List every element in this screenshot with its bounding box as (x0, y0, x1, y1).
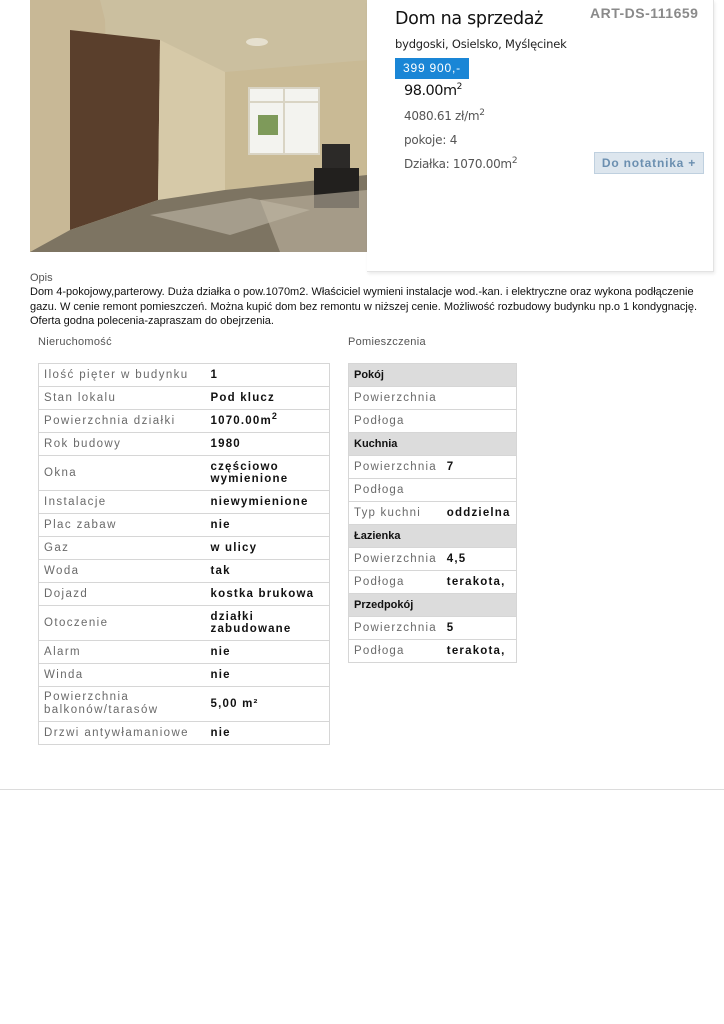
property-key: Dojazd (39, 583, 206, 606)
area-value: 98.00m (404, 83, 457, 99)
room-row (349, 571, 517, 594)
room-value: terakota, (442, 571, 516, 594)
add-to-notebook-button[interactable]: Do notatnika + (594, 152, 704, 174)
room-key: Powierzchnia (349, 617, 442, 640)
property-section-label: Nieruchomość (38, 336, 112, 348)
room-value: terakota, (442, 640, 516, 663)
room-value (442, 387, 516, 410)
property-photo (30, 0, 367, 252)
property-row (39, 641, 330, 664)
room-key: Podłoga (349, 571, 442, 594)
property-key: Okna (39, 456, 206, 491)
room-key: Podłoga (349, 640, 442, 663)
property-details-table (38, 363, 330, 745)
room-key: Powierzchnia (349, 387, 442, 410)
area-unit-sup: 2 (456, 82, 462, 93)
description-label: Opis (30, 272, 53, 284)
room-group-header (349, 594, 517, 617)
property-value: działki zabudowane (206, 606, 330, 641)
room-group-header (349, 433, 517, 456)
plot-size (404, 157, 517, 171)
room-row (349, 502, 517, 525)
plot-size-value: Działka: 1070.00m (404, 157, 512, 171)
room-key: Powierzchnia (349, 456, 442, 479)
rooms-section-label: Pomieszczenia (348, 336, 426, 348)
room-group-header (349, 525, 517, 548)
property-key: Instalacje (39, 491, 206, 514)
page-divider (0, 789, 724, 790)
property-key: Powierzchnia balkonów/tarasów (39, 687, 206, 722)
room-row (349, 456, 517, 479)
plot-area-value: 1070.00m (210, 415, 272, 427)
property-row (39, 387, 330, 410)
description-text: Dom 4-pokojowy,parterowy. Duża działka o pow.1070m2. Właściciel wymieni instalacje wod.-kan. i elektryczne oraz wykona podłączenie gazu. W cenie remont pomieszczeń. Można kupić dom bez remontu w niższej cenie. Możliwość rozbudowy budynku np.o 1 kondygnację. Oferta godna polecenia-zapraszam do obejrzenia. (30, 286, 698, 327)
listing-reference: ART-DS-111659 (590, 5, 699, 21)
room-key: Podłoga (349, 410, 442, 433)
property-row (39, 560, 330, 583)
property-value: tak (206, 560, 330, 583)
property-row (39, 722, 330, 745)
room-key: Powierzchnia (349, 548, 442, 571)
property-row (39, 687, 330, 722)
property-row (39, 514, 330, 537)
room-row (349, 548, 517, 571)
room-name: Przedpokój (349, 594, 517, 617)
price-per-m2 (404, 109, 485, 123)
property-value: 1980 (206, 433, 330, 456)
property-key: Powierzchnia działki (39, 410, 206, 433)
rooms-table (348, 363, 517, 663)
room-key: Podłoga (349, 479, 442, 502)
property-value: nie (206, 664, 330, 687)
listing-location: bydgoski, Osielsko, Myślęcinek (395, 37, 567, 51)
property-row (39, 410, 330, 433)
property-value: nie (206, 641, 330, 664)
property-key: Gaz (39, 537, 206, 560)
room-value: 7 (442, 456, 516, 479)
property-key: Plac zabaw (39, 514, 206, 537)
property-value: kostka brukowa (206, 583, 330, 606)
room-photo-illustration (30, 0, 367, 252)
property-value: niewymienione (206, 491, 330, 514)
room-value (442, 479, 516, 502)
room-name: Kuchnia (349, 433, 517, 456)
property-key: Otoczenie (39, 606, 206, 641)
property-key: Stan lokalu (39, 387, 206, 410)
property-value: w ulicy (206, 537, 330, 560)
room-row (349, 640, 517, 663)
property-row (39, 606, 330, 641)
property-value: 1 (206, 364, 330, 387)
property-value: nie (206, 722, 330, 745)
plot-area-sup: 2 (271, 411, 279, 422)
room-value: 4,5 (442, 548, 516, 571)
property-key: Woda (39, 560, 206, 583)
price-per-m2-value: 4080.61 zł/m (404, 109, 480, 123)
property-row (39, 433, 330, 456)
listing-area (404, 83, 462, 99)
property-value: częściowo wymienione (206, 456, 330, 491)
property-key: Drzwi antywłamaniowe (39, 722, 206, 745)
property-key: Rok budowy (39, 433, 206, 456)
listing-title: Dom na sprzedaż (395, 9, 544, 29)
property-key: Ilość pięter w budynku (39, 364, 206, 387)
room-row (349, 387, 517, 410)
room-key: Typ kuchni (349, 502, 442, 525)
property-row (39, 491, 330, 514)
property-value: Pod klucz (206, 387, 330, 410)
room-row (349, 410, 517, 433)
property-value: nie (206, 514, 330, 537)
property-row (39, 456, 330, 491)
rooms-count: pokoje: 4 (404, 133, 458, 147)
property-key: Winda (39, 664, 206, 687)
room-name: Łazienka (349, 525, 517, 548)
property-value (206, 410, 330, 433)
room-group-header (349, 364, 517, 387)
property-row (39, 364, 330, 387)
property-key: Alarm (39, 641, 206, 664)
room-value: 5 (442, 617, 516, 640)
property-row (39, 664, 330, 687)
plot-size-sup: 2 (511, 156, 518, 166)
room-row (349, 617, 517, 640)
room-name: Pokój (349, 364, 517, 387)
property-row (39, 583, 330, 606)
property-row (39, 537, 330, 560)
price-per-m2-sup: 2 (479, 108, 485, 118)
price-badge: 399 900,- (395, 58, 469, 79)
room-value (442, 410, 516, 433)
room-row (349, 479, 517, 502)
property-value: 5,00 m² (206, 687, 330, 722)
room-value: oddzielna (442, 502, 516, 525)
